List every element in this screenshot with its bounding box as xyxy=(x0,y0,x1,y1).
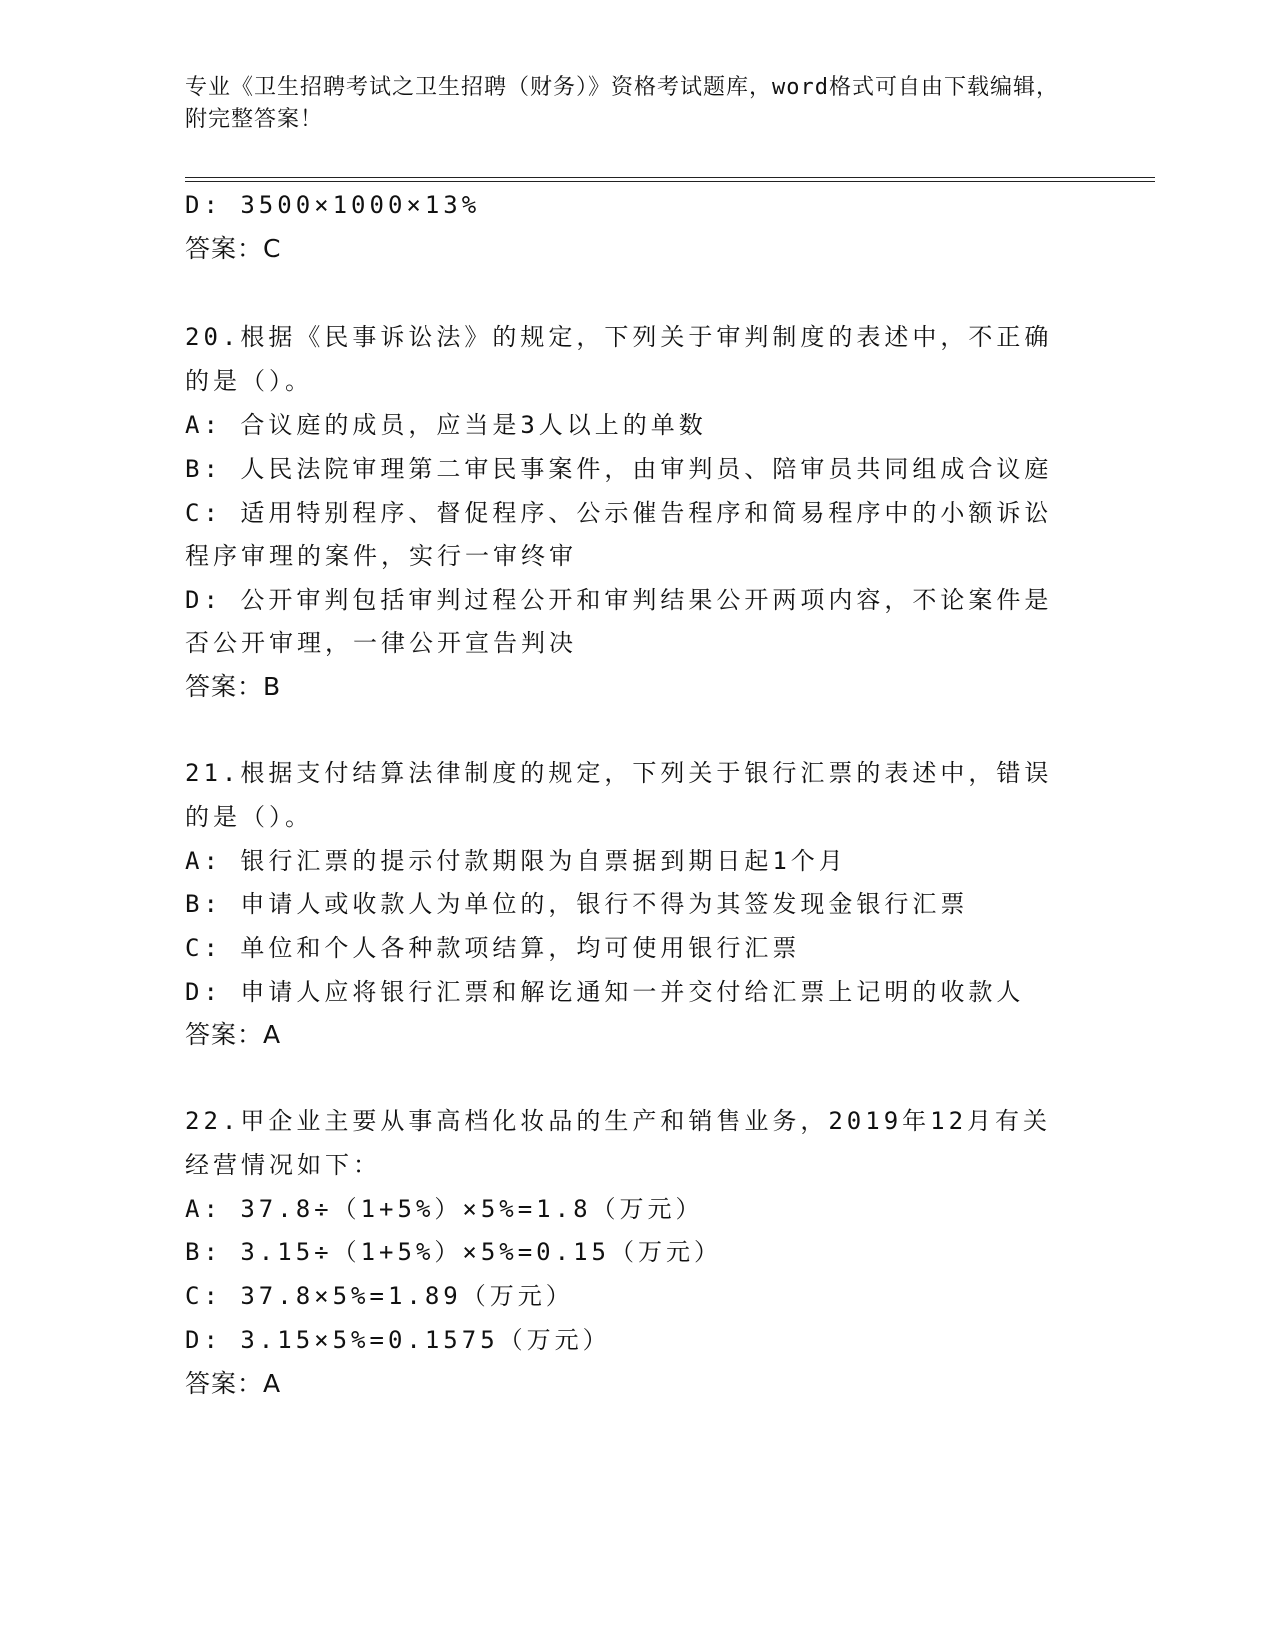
q20-option-d-line1: D: 公开审判包括审判过程公开和审判结果公开两项内容，不论案件是 xyxy=(185,586,1053,614)
q22-option-b: B: 3.15÷（1+5%）×5%=0.15（万元） xyxy=(185,1238,722,1266)
q21-answer: 答案：A xyxy=(185,1020,282,1049)
q20-stem-line2: 的是（）。 xyxy=(185,367,313,395)
q21-stem-line1: 21.根据支付结算法律制度的规定，下列关于银行汇票的表述中，错误 xyxy=(185,759,1053,787)
q19-option-d: D: 3500×1000×13% xyxy=(185,191,481,219)
q21-option-b: B: 申请人或收款人为单位的，银行不得为其签发现金银行汇票 xyxy=(185,890,969,918)
q21-option-d: D: 申请人应将银行汇票和解讫通知一并交付给汇票上记明的收款人 xyxy=(185,978,1025,1006)
q20-option-a: A: 合议庭的成员，应当是3人以上的单数 xyxy=(185,411,707,439)
q22-stem-line1: 22.甲企业主要从事高档化妆品的生产和销售业务，2019年12月有关 xyxy=(185,1107,1052,1135)
q22-stem-line2: 经营情况如下： xyxy=(185,1151,381,1179)
q21-option-c: C: 单位和个人各种款项结算，均可使用银行汇票 xyxy=(185,934,801,962)
q21-option-a: A: 银行汇票的提示付款期限为自票据到期日起1个月 xyxy=(185,847,847,875)
header-divider xyxy=(185,177,1155,182)
q22-option-a: A: 37.8÷（1+5%）×5%=1.8（万元） xyxy=(185,1195,704,1223)
q20-option-d-line2: 否公开审理，一律公开宣告判决 xyxy=(185,629,577,657)
q21-stem-line2: 的是（）。 xyxy=(185,803,313,831)
q22-option-d: D: 3.15×5%=0.1575（万元） xyxy=(185,1326,611,1354)
q20-option-c-line2: 程序审理的案件，实行一审终审 xyxy=(185,542,577,570)
q19-answer: 答案：C xyxy=(185,234,282,263)
q20-option-c-line1: C: 适用特别程序、督促程序、公示催告程序和简易程序中的小额诉讼 xyxy=(185,499,1053,527)
q20-option-b: B: 人民法院审理第二审民事案件，由审判员、陪审员共同组成合议庭 xyxy=(185,455,1053,483)
q22-option-c: C: 37.8×5%=1.89（万元） xyxy=(185,1282,574,1310)
q20-answer: 答案：B xyxy=(185,672,282,701)
document-header: 专业《卫生招聘考试之卫生招聘（财务）》资格考试题库，word格式可自由下载编辑，附完整答案！ xyxy=(185,75,1059,132)
q22-answer: 答案：A xyxy=(185,1369,282,1398)
q20-stem-line1: 20.根据《民事诉讼法》的规定，下列关于审判制度的表述中，不正确 xyxy=(185,323,1053,351)
